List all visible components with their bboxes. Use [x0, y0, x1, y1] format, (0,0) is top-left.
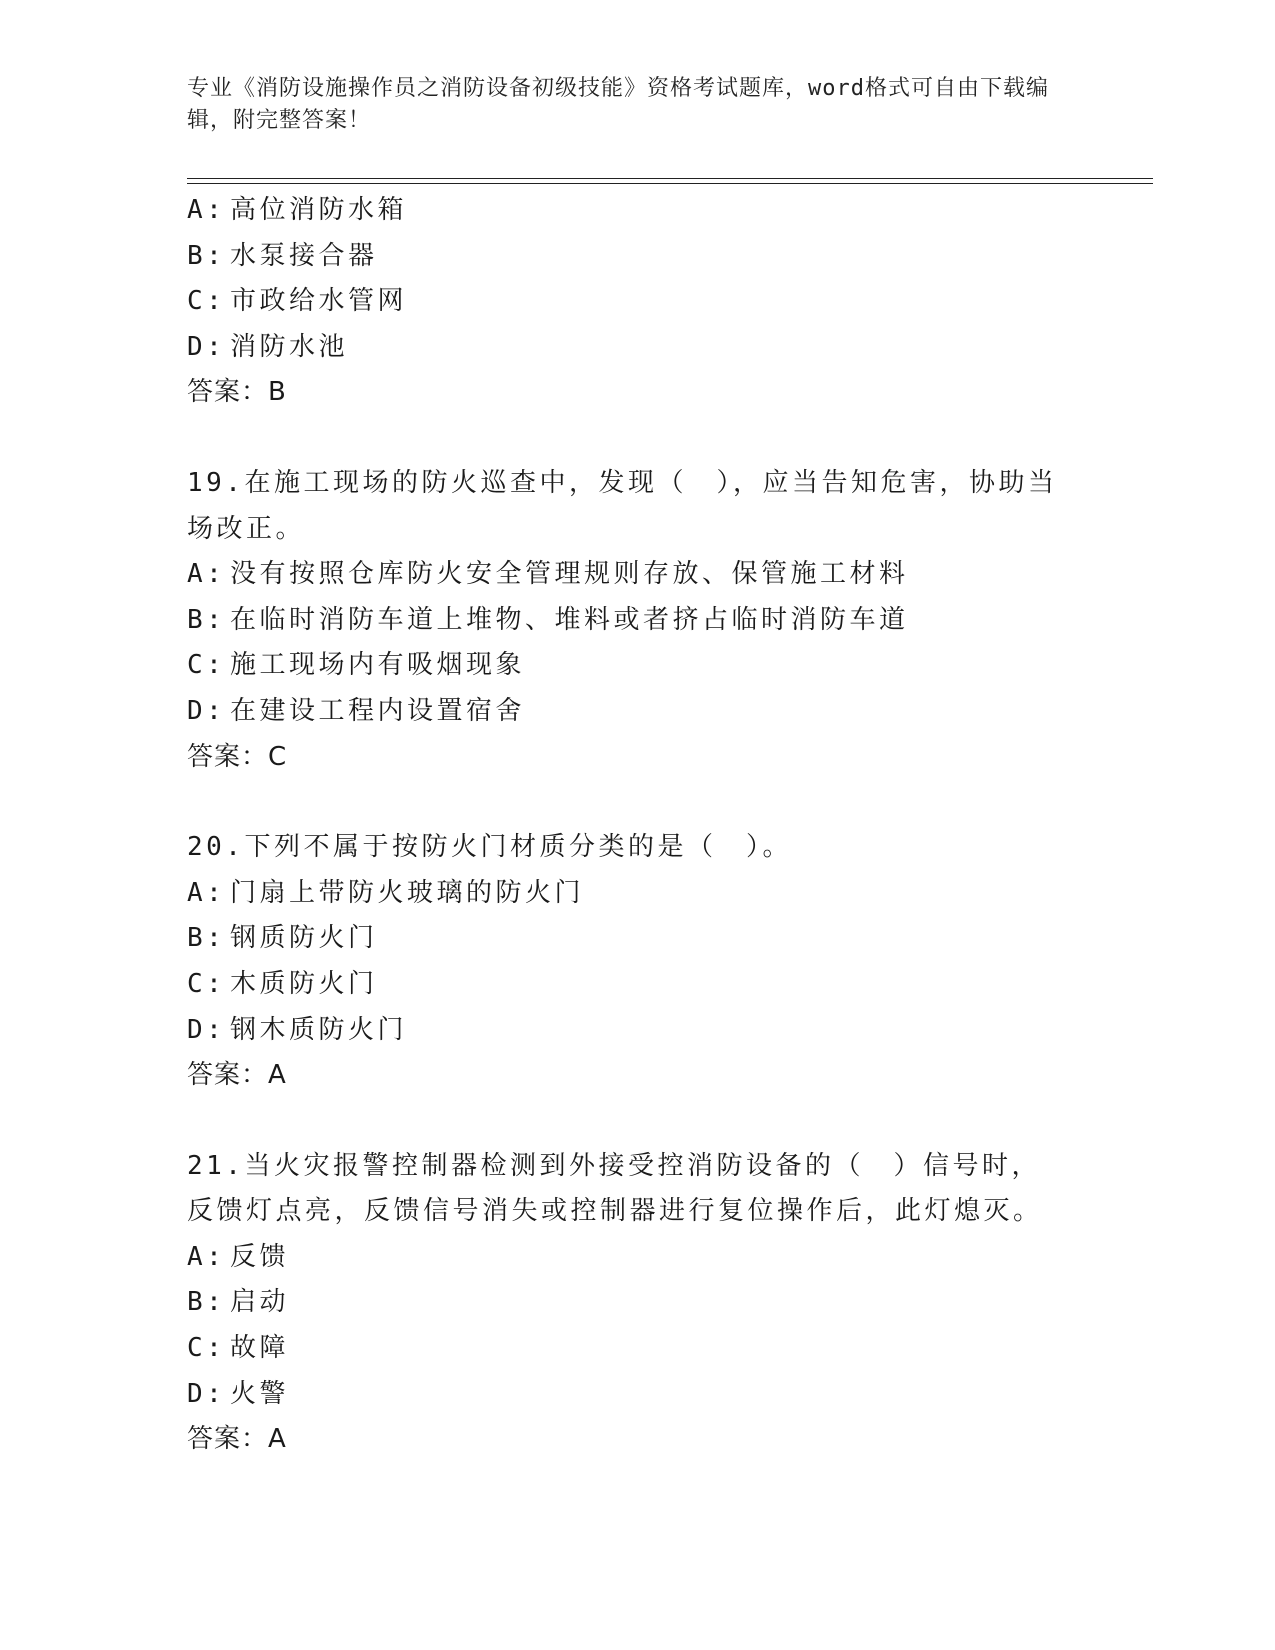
option-key: D: — [187, 331, 226, 362]
option-text: 消防水池 — [230, 331, 349, 362]
option-text: 水泵接合器 — [230, 240, 378, 271]
option-a — [187, 552, 1147, 598]
option-text: 反馈 — [230, 1241, 290, 1272]
option-c — [187, 962, 1147, 1008]
header-text: 专业《消防设施操作员之消防设备初级技能》资格考试题库，word格式可自由下载编辑，附完整答案！ — [187, 76, 1049, 133]
question-stem: 21.当火灾报警控制器检测到外接受控消防设备的（ ）信号时，反馈灯点亮，反馈信号消失或控制器进行复位操作后，此灯熄灭。 — [187, 1150, 1043, 1227]
question-block-19 — [187, 461, 1147, 780]
option-key: C: — [187, 286, 226, 317]
option-text: 在临时消防车道上堆物、堆料或者挤占临时消防车道 — [230, 604, 909, 635]
option-text: 钢木质防火门 — [230, 1014, 408, 1045]
option-c — [187, 1326, 1147, 1372]
option-key: C: — [187, 1333, 226, 1364]
option-text: 故障 — [230, 1333, 290, 1364]
option-key: C: — [187, 968, 226, 999]
option-text: 市政给水管网 — [230, 286, 408, 317]
option-a — [187, 188, 1147, 234]
option-text: 在建设工程内设置宿舍 — [230, 695, 526, 726]
question-block-20 — [187, 825, 1147, 1099]
option-key: A: — [187, 559, 226, 590]
option-key: B: — [187, 240, 226, 271]
option-key: A: — [187, 877, 226, 908]
option-key: C: — [187, 650, 226, 681]
option-key: A: — [187, 1241, 226, 1272]
option-text: 火警 — [230, 1378, 290, 1409]
option-text: 钢质防火门 — [230, 923, 378, 954]
answer-line: 答案：C — [187, 741, 288, 772]
option-key: D: — [187, 1014, 226, 1045]
option-text: 施工现场内有吸烟现象 — [230, 650, 526, 681]
option-key: D: — [187, 1378, 226, 1409]
option-key: D: — [187, 695, 226, 726]
answer-line: 答案：A — [187, 1060, 287, 1091]
option-text: 启动 — [230, 1287, 290, 1318]
option-d — [187, 325, 1147, 371]
option-c — [187, 279, 1147, 325]
option-text: 木质防火门 — [230, 968, 378, 999]
option-text: 门扇上带防火玻璃的防火门 — [230, 877, 585, 908]
header-divider-top — [187, 178, 1153, 179]
answer-line: 答案：B — [187, 377, 287, 408]
question-content — [187, 188, 1147, 1463]
option-b — [187, 234, 1147, 280]
document-header — [187, 73, 1087, 137]
option-d — [187, 1372, 1147, 1418]
option-key: A: — [187, 195, 226, 225]
option-key: B: — [187, 604, 226, 635]
option-c — [187, 643, 1147, 689]
option-text: 没有按照仓库防火安全管理规则存放、保管施工材料 — [230, 559, 909, 590]
answer-line: 答案：A — [187, 1424, 287, 1455]
option-a — [187, 1235, 1147, 1281]
question-block-18 — [187, 188, 1147, 416]
option-key: B: — [187, 923, 226, 954]
option-text: 高位消防水箱 — [230, 195, 408, 225]
option-d — [187, 1008, 1147, 1054]
option-a — [187, 871, 1147, 917]
header-divider-bottom — [187, 183, 1153, 184]
option-b — [187, 1280, 1147, 1326]
question-block-21 — [187, 1144, 1147, 1463]
option-b — [187, 598, 1147, 644]
question-stem: 20.下列不属于按防火门材质分类的是（ ）。 — [187, 832, 792, 863]
option-key: B: — [187, 1287, 226, 1318]
option-d — [187, 689, 1147, 735]
option-b — [187, 916, 1147, 962]
question-stem: 19.在施工现场的防火巡查中，发现（ ），应当告知危害，协助当场改正。 — [187, 467, 1058, 544]
